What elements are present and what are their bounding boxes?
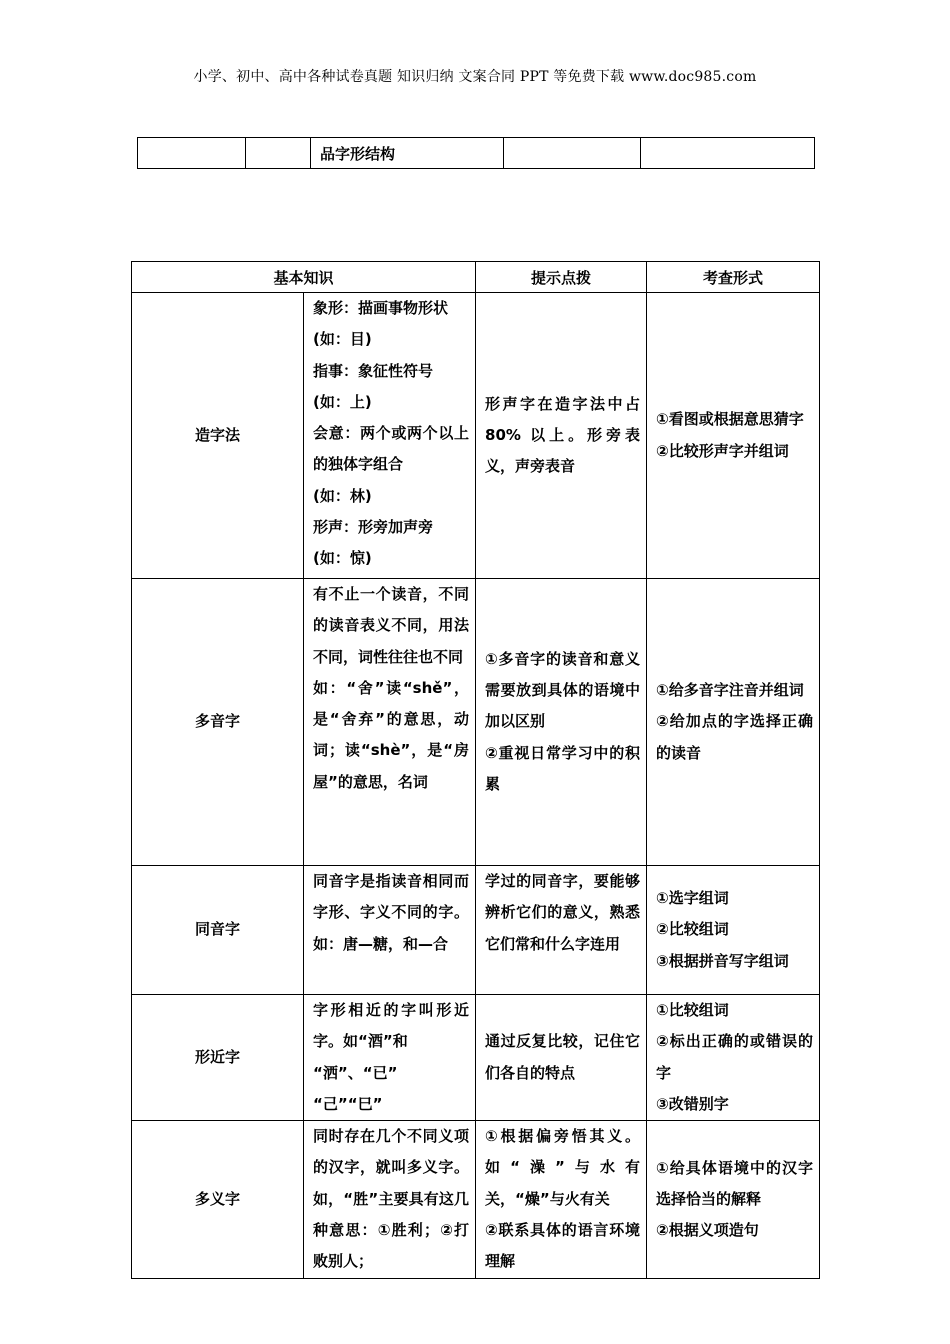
row-title: 形近字: [132, 995, 304, 1121]
knowledge-line: 有不止一个读音，不同的读音表义不同，用法不同，词性往往也不同: [313, 585, 470, 666]
table-row: [132, 1121, 820, 1279]
exam-cell: [647, 1121, 820, 1279]
hint-cell: [476, 1121, 647, 1279]
exam-line: ①看图或根据意思猜字: [656, 410, 804, 429]
exam-line: ①给具体语境中的汉字选择恰当的解释: [656, 1158, 814, 1209]
table-cell: [138, 138, 246, 169]
hint-cell: 形声字在造字法中占 80% 以上。形旁表义，声旁表音: [476, 293, 647, 579]
knowledge-line: 字形相近的字叫形近字。如“酒”和: [313, 1001, 470, 1051]
hint-line: ②联系具体的语言环境理解: [485, 1221, 641, 1271]
table-row: [132, 293, 820, 579]
top-table-fragment: [137, 137, 815, 169]
knowledge-line: (如：上): [313, 392, 372, 411]
exam-line: ③根据拼音写字组词: [656, 951, 789, 970]
knowledge-line: 指事：象征性符号: [313, 361, 434, 380]
exam-cell: [647, 579, 820, 866]
knowledge-cell: [304, 293, 476, 579]
table-cell: [504, 138, 641, 169]
exam-cell: [647, 866, 820, 995]
table-cell: [311, 138, 504, 169]
knowledge-cell: [304, 995, 476, 1121]
table-row: [132, 995, 820, 1121]
row-title: 造字法: [132, 293, 304, 579]
knowledge-line: “己”“巳”: [313, 1094, 383, 1113]
table-row: [132, 579, 820, 866]
exam-line: ②给加点的字选择正确的读音: [656, 712, 814, 762]
exam-cell: [647, 293, 820, 579]
hint-line: ②重视日常学习中的积累: [485, 743, 641, 793]
exam-cell: [647, 995, 820, 1121]
knowledge-table: [131, 261, 820, 1279]
hint-cell: [476, 579, 647, 866]
cell-text: 品字形结构: [320, 145, 396, 163]
row-title: 同音字: [132, 866, 304, 995]
header-hints: 提示点拨: [476, 262, 647, 293]
knowledge-line: (如：惊): [313, 549, 372, 568]
table-row: [138, 138, 815, 169]
row-title: 多音字: [132, 579, 304, 866]
knowledge-line: (如：目): [313, 330, 372, 349]
exam-line: ②标出正确的或错误的字: [656, 1032, 814, 1082]
table-cell: [246, 138, 311, 169]
table-cell: [641, 138, 815, 169]
exam-line: ①给多音字注音并组词: [656, 681, 804, 700]
header-basic-knowledge: 基本知识: [132, 262, 476, 293]
hint-line: ①多音字的读音和意义需要放到具体的语境中加以区别: [485, 649, 641, 731]
table-row: [132, 866, 820, 995]
knowledge-line: 会意：两个或两个以上的独体字组合: [313, 424, 470, 474]
knowledge-cell: 同音字是指读音相同而字形、字义不同的字。如：唐—糖，和—合: [304, 866, 476, 995]
knowledge-line: 如：“舍”读“shě”，是“舍弃”的意思，动词；读“shè”，是“房屋”的意思，名词: [313, 678, 470, 791]
knowledge-line: 象形：描画事物形状: [313, 299, 449, 317]
knowledge-line: “洒”、“已”: [313, 1063, 398, 1082]
table-header-row: [132, 262, 820, 293]
hint-line: ①根据偏旁悟其义。如“澡”与水有关，“燥”与火有关: [485, 1127, 641, 1208]
exam-line: ②比较形声字并组词: [656, 441, 789, 460]
header-exam-forms: 考查形式: [647, 262, 820, 293]
knowledge-line: (如：林): [313, 486, 372, 505]
knowledge-cell: [304, 579, 476, 866]
hint-cell: 通过反复比较，记住它们各自的特点: [476, 995, 647, 1121]
knowledge-line: 形声：形旁加声旁: [313, 518, 434, 537]
exam-line: ②比较组词: [656, 920, 729, 939]
page-header: 小学、初中、高中各种试卷真题 知识归纳 文案合同 PPT 等免费下载 www.doc985.com: [193, 69, 757, 85]
exam-line: ②根据义项造句: [656, 1221, 759, 1240]
row-title: 多义字: [132, 1121, 304, 1279]
exam-line: ①比较组词: [656, 1001, 729, 1019]
exam-line: ①选字组词: [656, 889, 729, 908]
knowledge-cell: 同时存在几个不同义项的汉字，就叫多义字。如，“胜”主要具有这几种意思：①胜利；②打败别人；: [304, 1121, 476, 1279]
exam-line: ③改错别字: [656, 1094, 729, 1113]
hint-cell: 学过的同音字，要能够辨析它们的意义，熟悉它们常和什么字连用: [476, 866, 647, 995]
